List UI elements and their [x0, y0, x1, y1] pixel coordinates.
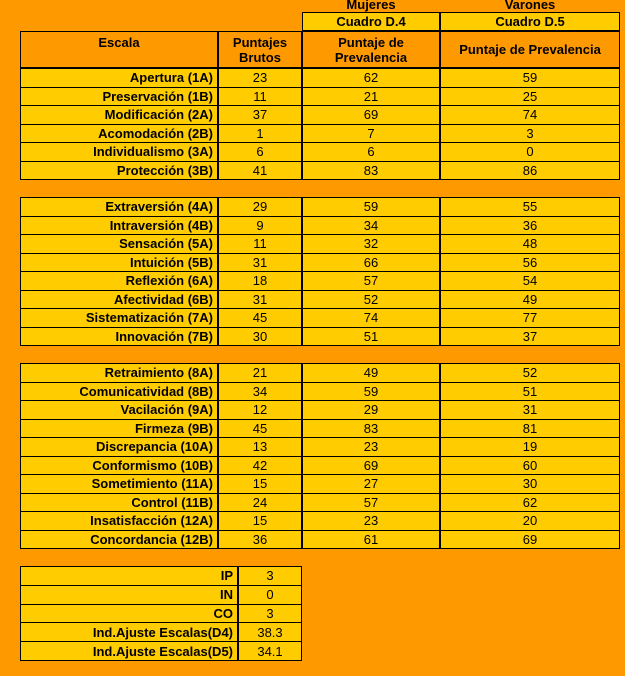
- prevalencia-mujeres: 57: [302, 493, 440, 513]
- prevalencia-mujeres: 69: [302, 456, 440, 476]
- prevalencia-mujeres: 6: [302, 142, 440, 162]
- header-puntajes-brutos: Puntajes Brutos: [218, 31, 302, 68]
- puntaje-bruto: 13: [218, 437, 302, 457]
- prevalencia-varones: 48: [440, 234, 620, 254]
- scale-label: Modificación (2A): [20, 105, 218, 125]
- puntaje-bruto: 15: [218, 474, 302, 494]
- index-label: Ind.Ajuste Escalas(D4): [20, 622, 238, 642]
- prevalencia-mujeres: 57: [302, 271, 440, 291]
- index-label: IP: [20, 566, 238, 586]
- prevalencia-varones: 31: [440, 400, 620, 420]
- index-value: 3: [238, 604, 302, 624]
- puntaje-bruto: 15: [218, 511, 302, 531]
- prevalencia-mujeres: 59: [302, 382, 440, 402]
- prevalencia-varones: 56: [440, 253, 620, 273]
- scale-label: Insatisfacción (12A): [20, 511, 218, 531]
- prevalencia-varones: 59: [440, 68, 620, 88]
- puntaje-bruto: 30: [218, 327, 302, 347]
- prevalencia-varones: 3: [440, 124, 620, 144]
- puntaje-bruto: 31: [218, 253, 302, 273]
- prevalencia-mujeres: 59: [302, 197, 440, 217]
- scale-label: Comunicatividad (8B): [20, 382, 218, 402]
- scale-label: Acomodación (2B): [20, 124, 218, 144]
- prevalencia-mujeres: 83: [302, 419, 440, 439]
- header-prevalencia-varones: Puntaje de Prevalencia: [440, 31, 620, 68]
- prevalencia-varones: 55: [440, 197, 620, 217]
- prevalencia-varones: 20: [440, 511, 620, 531]
- puntaje-bruto: 42: [218, 456, 302, 476]
- scale-label: Preservación (1B): [20, 87, 218, 107]
- scale-label: Afectividad (6B): [20, 290, 218, 310]
- prevalencia-varones: 77: [440, 308, 620, 328]
- scale-label: Individualismo (3A): [20, 142, 218, 162]
- puntaje-bruto: 23: [218, 68, 302, 88]
- scale-label: Sistematización (7A): [20, 308, 218, 328]
- prevalencia-varones: 60: [440, 456, 620, 476]
- prevalencia-mujeres: 21: [302, 87, 440, 107]
- prevalencia-mujeres: 52: [302, 290, 440, 310]
- scale-label: Vacilación (9A): [20, 400, 218, 420]
- puntaje-bruto: 36: [218, 530, 302, 550]
- prevalencia-mujeres: 29: [302, 400, 440, 420]
- scale-label: Innovación (7B): [20, 327, 218, 347]
- prevalencia-varones: 86: [440, 161, 620, 181]
- prevalencia-varones: 19: [440, 437, 620, 457]
- puntaje-bruto: 12: [218, 400, 302, 420]
- prevalencia-mujeres: 69: [302, 105, 440, 125]
- prevalencia-varones: 0: [440, 142, 620, 162]
- scale-label: Discrepancia (10A): [20, 437, 218, 457]
- header-prevalencia-mujeres: Puntaje de Prevalencia: [302, 31, 440, 68]
- prevalencia-mujeres: 7: [302, 124, 440, 144]
- varones-label: Varones: [504, 0, 556, 12]
- puntaje-bruto: 9: [218, 216, 302, 236]
- prevalencia-varones: 51: [440, 382, 620, 402]
- scale-label: Retraimiento (8A): [20, 363, 218, 383]
- puntaje-bruto: 34: [218, 382, 302, 402]
- prevalencia-mujeres: 66: [302, 253, 440, 273]
- prevalencia-varones: 81: [440, 419, 620, 439]
- scale-label: Protección (3B): [20, 161, 218, 181]
- puntaje-bruto: 6: [218, 142, 302, 162]
- prevalencia-varones: 49: [440, 290, 620, 310]
- index-label: IN: [20, 585, 238, 605]
- scale-label: Concordancia (12B): [20, 530, 218, 550]
- prevalencia-mujeres: 49: [302, 363, 440, 383]
- scale-label: Apertura (1A): [20, 68, 218, 88]
- scale-label: Intuición (5B): [20, 253, 218, 273]
- index-value: 0: [238, 585, 302, 605]
- prevalencia-varones: 37: [440, 327, 620, 347]
- scale-label: Firmeza (9B): [20, 419, 218, 439]
- scale-label: Conformismo (10B): [20, 456, 218, 476]
- puntaje-bruto: 18: [218, 271, 302, 291]
- index-value: 34.1: [238, 641, 302, 661]
- prevalencia-mujeres: 32: [302, 234, 440, 254]
- puntaje-bruto: 41: [218, 161, 302, 181]
- prevalencia-varones: 74: [440, 105, 620, 125]
- prevalencia-mujeres: 74: [302, 308, 440, 328]
- prevalencia-varones: 30: [440, 474, 620, 494]
- scale-label: Reflexión (6A): [20, 271, 218, 291]
- scale-label: Intraversión (4B): [20, 216, 218, 236]
- puntaje-bruto: 11: [218, 234, 302, 254]
- scale-label: Control (11B): [20, 493, 218, 513]
- prevalencia-varones: 52: [440, 363, 620, 383]
- mujeres-label: Mujeres: [346, 0, 396, 12]
- index-label: Ind.Ajuste Escalas(D5): [20, 641, 238, 661]
- index-value: 38.3: [238, 622, 302, 642]
- prevalencia-mujeres: 51: [302, 327, 440, 347]
- prevalencia-mujeres: 83: [302, 161, 440, 181]
- scale-label: Sometimiento (11A): [20, 474, 218, 494]
- puntaje-bruto: 31: [218, 290, 302, 310]
- scale-label: Sensación (5A): [20, 234, 218, 254]
- prevalencia-mujeres: 23: [302, 437, 440, 457]
- puntaje-bruto: 1: [218, 124, 302, 144]
- puntaje-bruto: 21: [218, 363, 302, 383]
- index-value: 3: [238, 566, 302, 586]
- index-label: CO: [20, 604, 238, 624]
- puntaje-bruto: 45: [218, 419, 302, 439]
- cuadro-d5-label: Cuadro D.5: [440, 12, 620, 31]
- cuadro-d4-label: Cuadro D.4: [302, 12, 440, 31]
- puntaje-bruto: 29: [218, 197, 302, 217]
- puntaje-bruto: 11: [218, 87, 302, 107]
- prevalencia-mujeres: 34: [302, 216, 440, 236]
- prevalencia-varones: 62: [440, 493, 620, 513]
- puntaje-bruto: 45: [218, 308, 302, 328]
- puntaje-bruto: 37: [218, 105, 302, 125]
- prevalencia-varones: 54: [440, 271, 620, 291]
- prevalencia-mujeres: 61: [302, 530, 440, 550]
- prevalencia-varones: 25: [440, 87, 620, 107]
- prevalencia-mujeres: 62: [302, 68, 440, 88]
- prevalencia-mujeres: 23: [302, 511, 440, 531]
- prevalencia-varones: 69: [440, 530, 620, 550]
- scale-label: Extraversión (4A): [20, 197, 218, 217]
- puntaje-bruto: 24: [218, 493, 302, 513]
- prevalencia-varones: 36: [440, 216, 620, 236]
- prevalencia-mujeres: 27: [302, 474, 440, 494]
- header-escala: Escala: [20, 31, 218, 68]
